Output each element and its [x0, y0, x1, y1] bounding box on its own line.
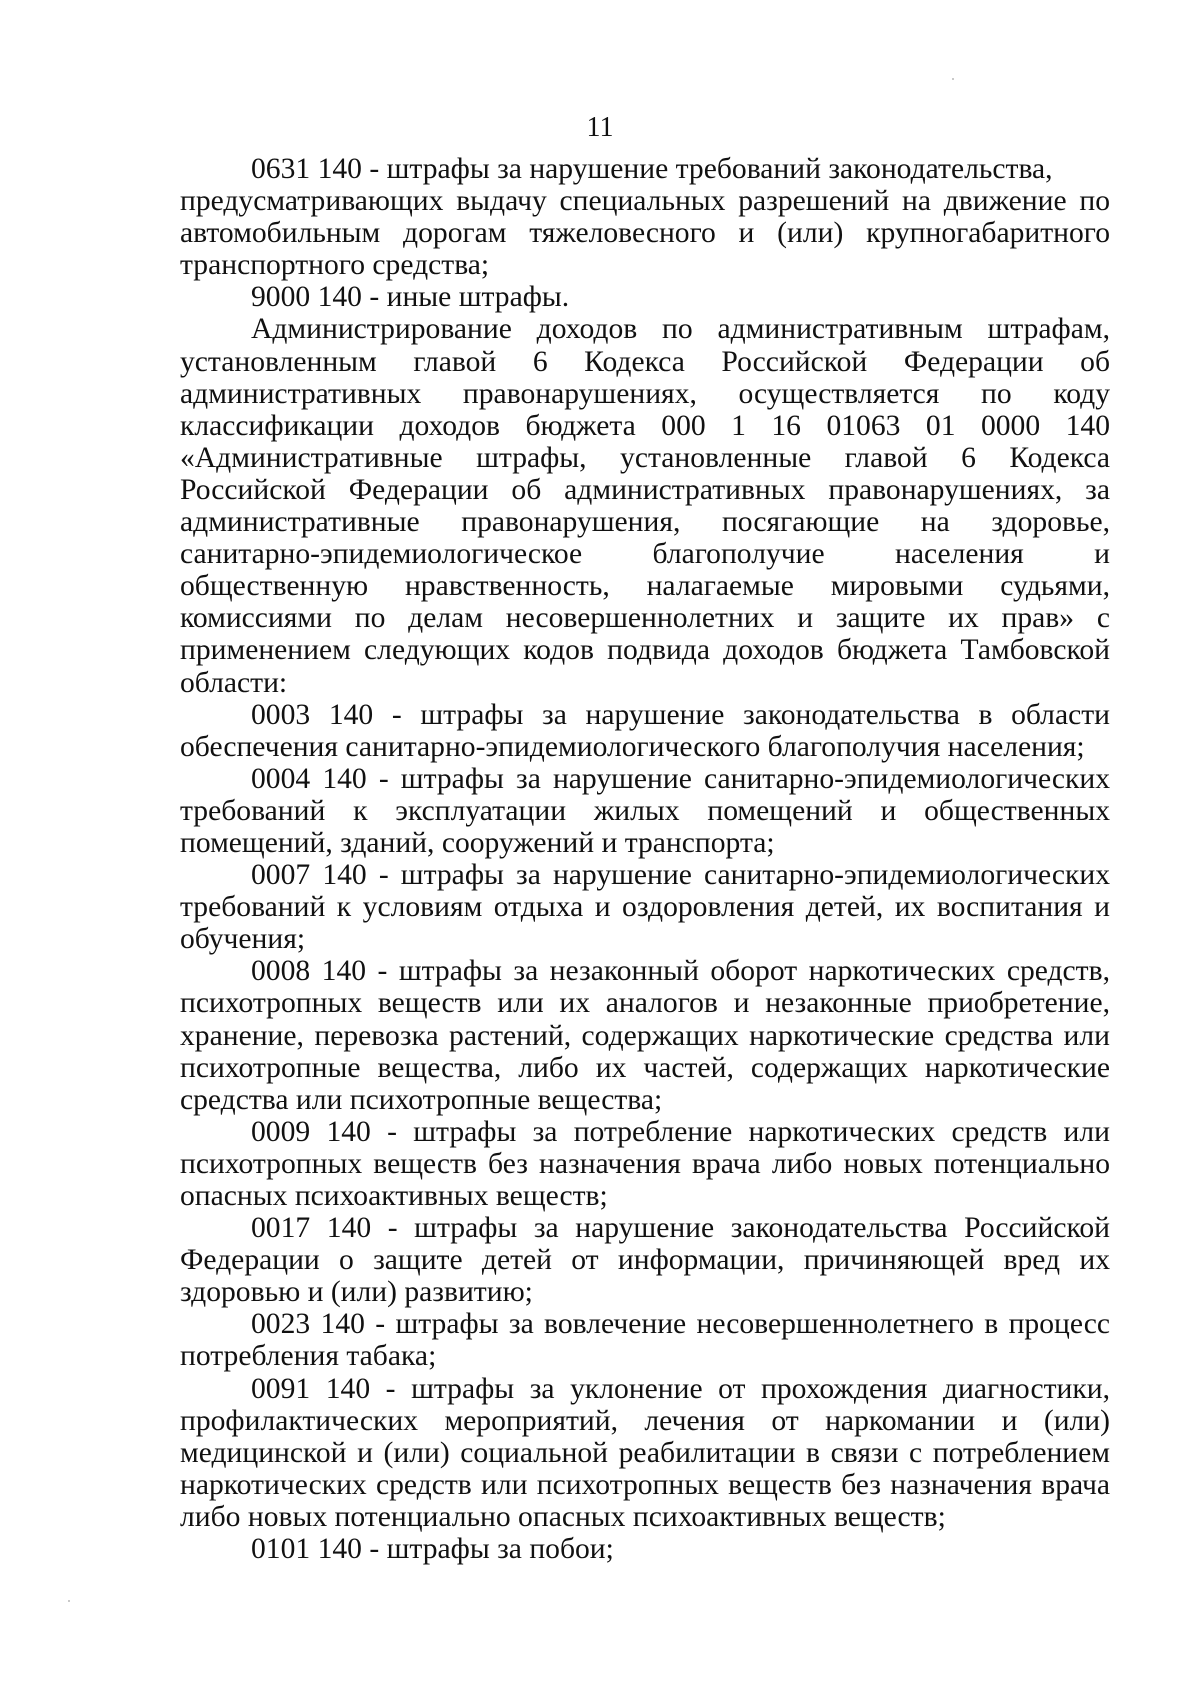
paragraph-0003: 0003 140 - штрафы за нарушение законодательства в области обеспечения санитарно-эпидемиологического благополучия населения; — [180, 698, 1110, 763]
paragraph-0008: 0008 140 - штрафы за незаконный оборот наркотических средств, психотропных веществ или их аналогов и незаконные приобретение, хранение, перевозка растений, содержащих наркотические средства или психотропные вещества, либо их частей, содержащих наркотические средства или психотропные вещества; — [180, 955, 1110, 1116]
scan-artifact-left — [68, 1600, 70, 1602]
document-body — [180, 153, 1110, 1565]
paragraph-administration: Администрирование доходов по административным штрафам, установленным главой 6 Кодекса Российской Федерации об административных правонарушениях, осуществляется по коду классификации доходов бюджета 000 1 16 01063 01 0000 140 «Административные штрафы, установленные главой 6 Кодекса Российской Федерации об административных правонарушениях, за административные правонарушения, посягающие на здоровье, санитарно-эпидемиологическое благополучие населения и общественную нравственность, налагаемые мировыми судьями, комиссиями по делам несовершеннолетних и защите их прав» с применением следующих кодов подвида доходов бюджета Тамбовской области: — [180, 313, 1110, 699]
paragraph-0101: 0101 140 - штрафы за побои; — [251, 1533, 614, 1566]
page-number: 11 — [586, 112, 614, 143]
paragraph-lead: 0631 140 - штрафы за нарушение требований законодательства, — [251, 153, 1053, 185]
scan-artifact-top — [952, 78, 954, 80]
paragraph-0631-continuation: предусматривающих выдачу специальных разрешений на движение по автомобильным дорогам тяжеловесного и (или) крупногабаритного транспортного средства; — [180, 185, 1110, 282]
paragraph-0009: 0009 140 - штрафы за потребление наркотических средств или психотропных веществ без назначения врача либо новых потенциально опасных психоактивных веществ; — [180, 1115, 1110, 1212]
paragraph-0091: 0091 140 - штрафы за уклонение от прохождения диагностики, профилактических мероприятий, лечения от наркомании и (или) медицинской и (или) социальной реабилитации в связи с потреблением наркотических средств или психотропных веществ без назначения врача либо новых потенциально опасных психоактивных веществ; — [180, 1372, 1110, 1533]
paragraph-0004: 0004 140 - штрафы за нарушение санитарно-эпидемиологических требований к эксплуатации жилых помещений и общественных помещений, зданий, сооружений и транспорта; — [180, 762, 1110, 859]
paragraph-0007: 0007 140 - штрафы за нарушение санитарно-эпидемиологических требований к условиям отдыха и оздоровления детей, их воспитания и обучения; — [180, 859, 1110, 956]
paragraph-0017: 0017 140 - штрафы за нарушение законодательства Российской Федерации о защите детей от информации, причиняющей вред их здоровью и (или) развитию; — [180, 1212, 1110, 1309]
paragraph-0023: 0023 140 - штрафы за вовлечение несовершеннолетнего в процесс потребления табака; — [180, 1308, 1110, 1373]
paragraph-9000: 9000 140 - иные штрафы. — [251, 281, 570, 314]
